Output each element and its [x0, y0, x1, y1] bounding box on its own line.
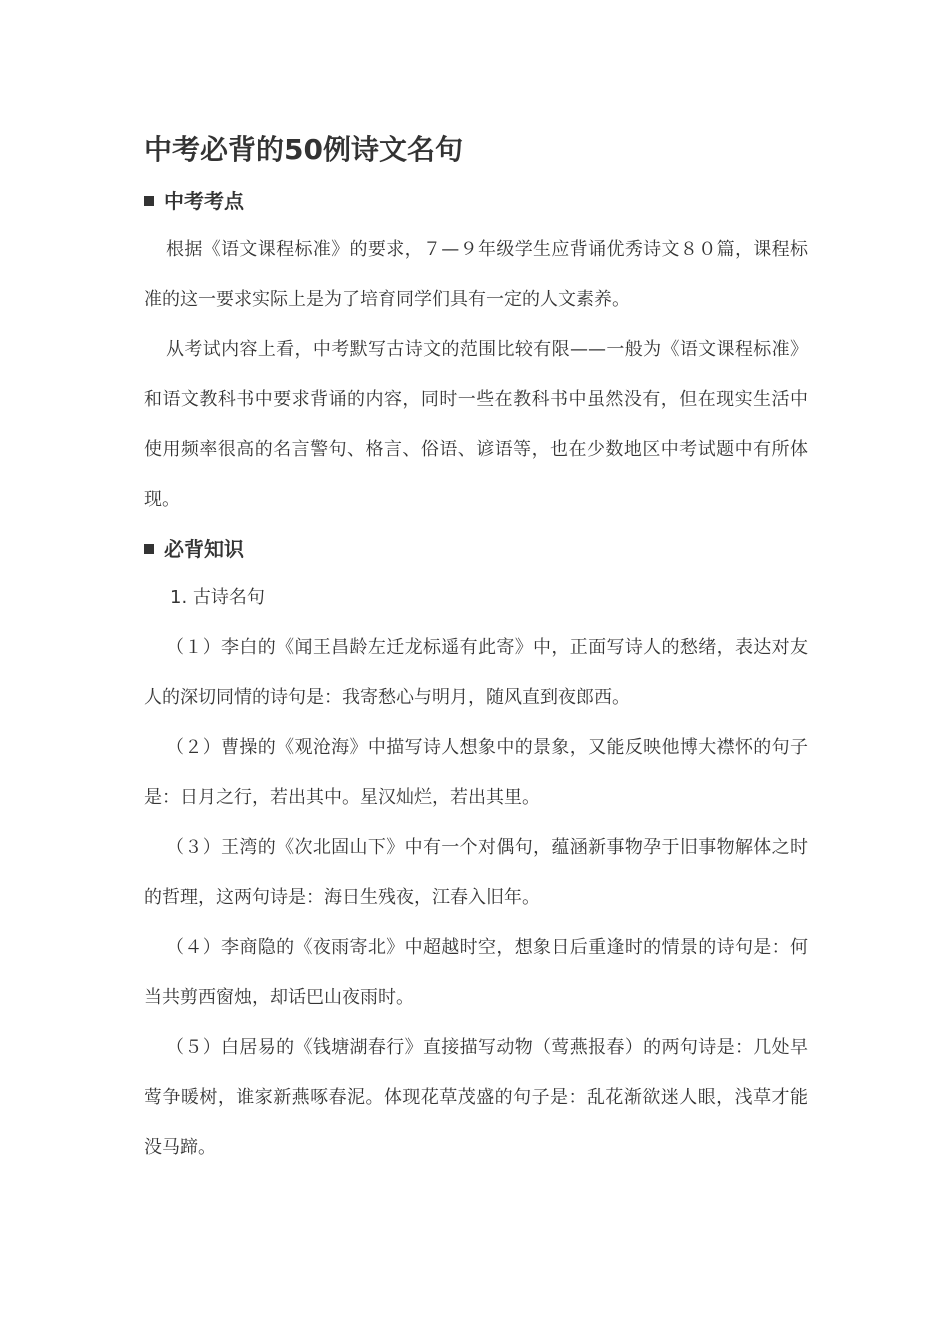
square-bullet-icon	[144, 196, 154, 206]
section-heading-label: 中考考点	[164, 189, 244, 213]
list-item: （１）李白的《闻王昌龄左迁龙标遥有此寄》中，正面写诗人的愁绪，表达对友人的深切同情的诗句是：我寄愁心与明月，随风直到夜郎西。	[144, 637, 808, 708]
section-heading-exam-points	[144, 186, 244, 216]
subheading: 1. 古诗名句	[170, 587, 265, 608]
section-heading-label: 必背知识	[164, 537, 244, 561]
list-item: （５）白居易的《钱塘湖春行》直接描写动物（莺燕报春）的两句诗是：几处早莺争暖树，谁家新燕啄春泥。体现花草茂盛的句子是：乱花渐欲迷人眼，浅草才能没马蹄。	[144, 1037, 808, 1158]
list-item: （３）王湾的《次北固山下》中有一个对偶句，蕴涵新事物孕于旧事物解体之时的哲理，这两句诗是：海日生残夜，江春入旧年。	[144, 837, 808, 908]
document-title: 中考必背的50例诗文名句	[144, 133, 463, 166]
paragraph: 根据《语文课程标准》的要求，７—９年级学生应背诵优秀诗文８０篇，课程标准的这一要求实际上是为了培育同学们具有一定的人文素养。	[144, 239, 808, 310]
section-heading-must-know	[144, 534, 244, 564]
square-bullet-icon	[144, 544, 154, 554]
paragraph: 从考试内容上看，中考默写古诗文的范围比较有限——一般为《语文课程标准》和语文教科书中要求背诵的内容，同时一些在教科书中虽然没有，但在现实生活中使用频率很高的名言警句、格言、俗语、谚语等，也在少数地区中考试题中有所体现。	[144, 339, 808, 510]
list-item: （４）李商隐的《夜雨寄北》中超越时空，想象日后重逢时的情景的诗句是：何当共剪西窗烛，却话巴山夜雨时。	[144, 937, 808, 1008]
list-item: （２）曹操的《观沧海》中描写诗人想象中的景象，又能反映他博大襟怀的句子是：日月之行，若出其中。星汉灿烂，若出其里。	[144, 737, 808, 808]
